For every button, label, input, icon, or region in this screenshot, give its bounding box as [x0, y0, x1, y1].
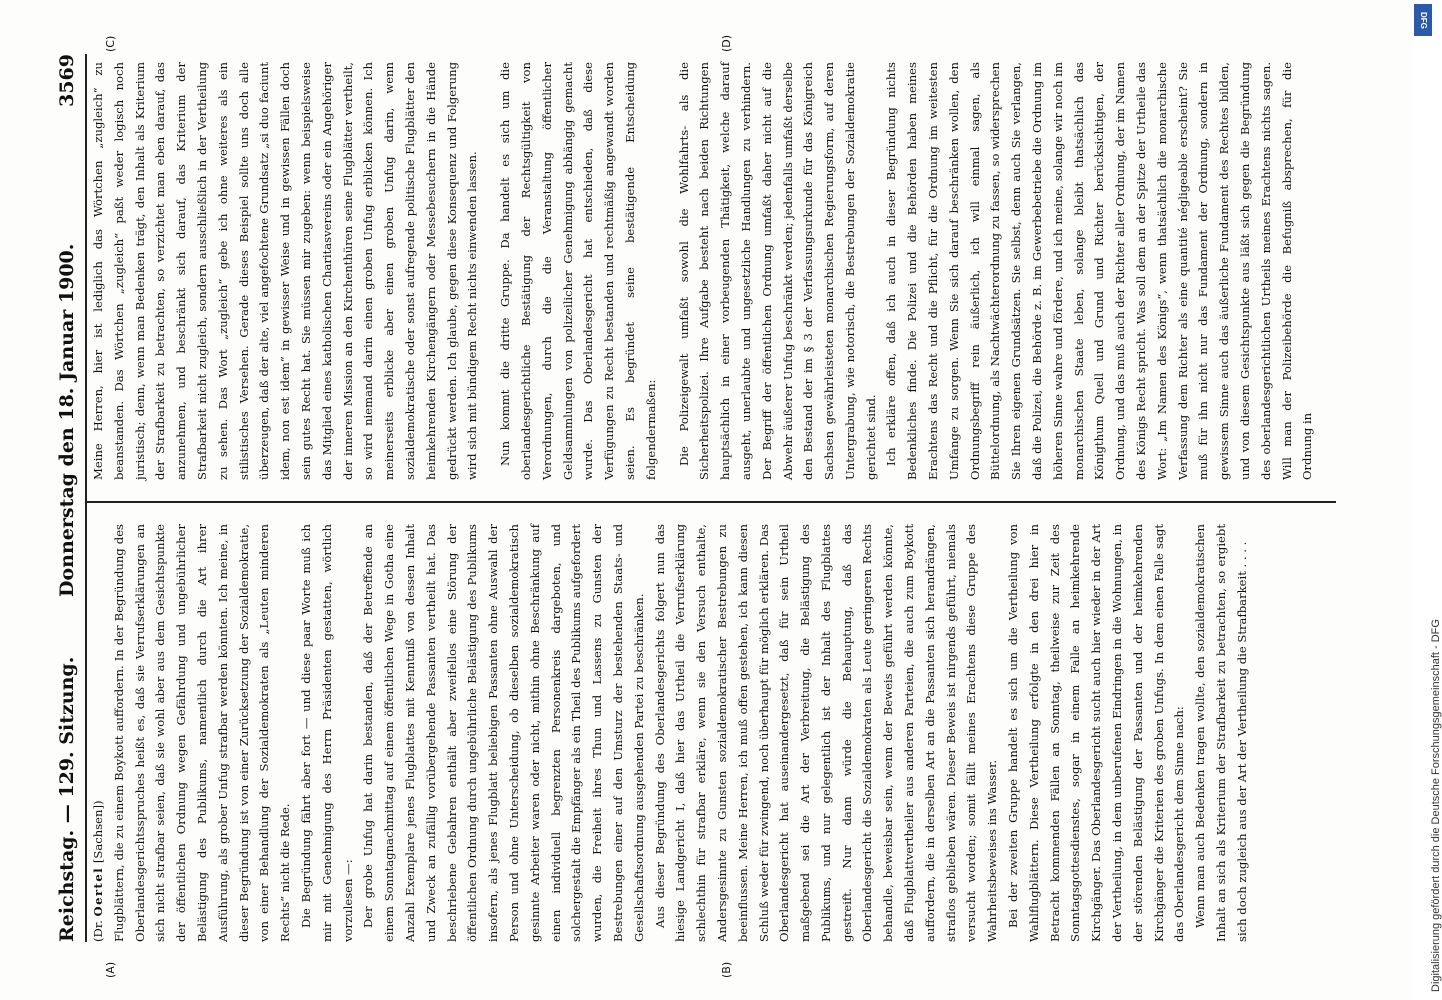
right-column	[88, 62, 1318, 480]
paragraph: Die Begründung fährt aber fort — und diese paar Worte muß ich mir mit Genehmigung des Herrn Präsidenten gestatten, wörtlich vorzulesen —:	[298, 524, 355, 942]
margin-marker-d: (D)	[720, 34, 733, 52]
margin-marker-a: (A)	[104, 961, 117, 978]
paragraph: Meine Herren, hier ist lediglich das Wörtchen „zugleich“ zu beanstanden. Das Wörtchen „zugleich“ paßt weder logisch noch juristisch; denn, wenn man Bedenken trägt, den Inhalt als Kriterium der Strafbarkeit zu betrachten, so verzichtet man eben darauf, das anzunehmen, und beschränkt sich darauf, das Kriterium der Strafbarkeit nicht zugleich, sondern ausschließlich in der Vertheilung zu sehen. Das Wort „zugleich“ gebe ich ohne weiteres als ein stilistisches Versehen. Gerade dieses Beispiel sollte uns doch alle überzeugen, daß der alte, viel angefochtene Grundsatz „si duo faciunt idem, non est idem“ in gewisser Weise und in gewissen Fällen doch sein gutes Recht hat. Sie müssen mir zugeben: wenn beispielsweise das Mitglied eines katholischen Charitasvereins oder ein Angehöriger der inneren Mission an den Kirchenthüren seine Flugblätter vertheilt, so wird niemand darin einen groben Unfug erblicken können. Ich meinerseits erblicke aber einen groben Unfug darin, wenn sozialdemokratische oder sonst aufregende politische Flugblätter den heimkehrenden Kirchengängern oder Messebesuchern in die Hände gedrückt werden. Ich glaube, gegen diese Konsequenz und Folgerung wird sich mit bündigem Recht nichts einwenden lassen.	[91, 62, 480, 480]
speaker-name: Oertel	[91, 866, 105, 917]
header-left: Reichstag. — 129. Sitzung.	[56, 656, 78, 942]
speaker-line	[88, 524, 109, 942]
quote-paragraph: Die Polizeigewalt umfaßt sowohl die Wohlfahrts- als die Sicherheitspolizei. Ihre Aufgabe besteht nach beiden Richtungen hauptsächlich in einer vorbeugenden Thätigkeit, welche darauf ausgeht, unerlaubte und ungesetzliche Handlungen zu verhindern. Der Begriff der öffentlichen Ordnung umfaßt daher nicht auf die Abwehr äußerer Unfug beschränkt werden; jedenfalls umfaßt derselbe den Bestand der im § 3 der Verfassungsurkunde für das Königreich Sachsen gewährleisteten monarchischen Regierungsform, auf deren Untergrabung, wie notorisch, die Bestrebungen der Sozialdemokratie gerichtet sind.	[676, 62, 878, 480]
paragraph: Ich erkläre offen, daß ich auch in dieser Begründung nichts Bedenkliches finde. Die Polizei und die Behörden haben meines Erachtens das Recht und die Pflicht, für die Ordnung im weitesten Umfange zu sorgen. Wenn Sie sich darauf beschränken wollen, den Ordnungsbegriff rein äußerlich, ich will einmal sagen, als Büttelordnung, als Nachtwächterordnung zu fassen, so widersprechen Sie Ihren eigenen Grundsätzen. Sie selbst, denn auch Sie verlangen, daß die Polizei, die Behörde z. B. im Gewerbebetriebe die Ordnung im höheren Sinne wahre und fördere, und ich meine, solange wir noch im monarchischen Staate leben, solange bleibt thatsächlich das Königthum Quell und Grund und Richter berücksichtigen, der Ordnung, und das muß auch der Richter aller Ordnung, der im Namen des Königs Recht spricht. Was soll dem an der Spitze der Urtheile das Wort: „Im Namen des Königs“, wenn thatsächlich die monarchische Verfassung dem Richter als eine quantité négligeable erscheint? Sie muß für ihn nicht nur das Fundament der Ordnung, sondern in gewissem Sinne auch das äußerliche Fundament des Rechtes bilden, und von diesem Gesichtspunkte aus läßt sich gegen die Begründung des oberlandesgerichtlichen Urtheils meines Erachtens nichts sagen. Will man der Polizeibehörde die Befugniß absprechen, für die Ordnung in	[884, 62, 1315, 480]
digitization-sidebar	[1412, 0, 1442, 1000]
quote-paragraph: Wenn man auch Bedenken tragen wollte, den sozialdemokratischen Inhalt an sich als Kriterium der Strafbarkeit zu betrachten, so ergiebt sich doch zugleich aus der Art der Vertheilung die Strafbarkeit . . . .	[1193, 524, 1249, 942]
speaker-prefix: (Dr.	[91, 920, 105, 942]
header-rule	[85, 54, 87, 942]
quote-paragraph: Der grobe Unfug hat darin bestanden, daß der Betreffende an einem Sonntagnachmittag auf einem öffentlichen Wege in Gotha eine Anzahl Exemplare jenes Flugblattes mit Kenntniß von dessen Inhalt und Zweck an zufällig vorübergehende Passanten vertheilt hat. Das beschriebene Gebahren enthält aber zweifellos eine Störung der öffentlichen Ordnung durch ungebührliche Belästigung des Publikums insofern, als jenes Flugblatt beliebigen Passanten ohne Auswahl der Person und ohne Unterscheidung, ob dieselben sozialdemokratisch gesinnte Arbeiter waren oder nicht, mithin ohne Beschränkung auf einen individuell begrenzten Personenkreis dargeboten, und solchergestalt die Empfänger als ein Theil des Publikums aufgefordert wurden, die Freiheit ihres Thun und Lassens zu Gunsten der Bestrebungen einer auf den Umsturz der bestehenden Staats- und Gesellschaftsordnung ausgehenden Partei zu beschränken.	[361, 524, 646, 942]
page-number: 3569	[56, 54, 78, 107]
paragraph: Flugblättern, die zu einem Boykott auffordern. In der Begründung des Oberlandesgerichtsspruches heißt es, daß sie Verrufserklärungen an sich nicht strafbar seien, daß sie wohl aber aus dem Gesichtspunkte der öffentlichen Ordnung wegen Gefährdung und ungebührlicher Belästigung des Publikums, namentlich durch die Art ihrer Ausführung, als grober Unfug strafbar werden könnten. Ich meine, in dieser Begründung ist von einer Zurücksetzung der Sozialdemokratie, von einer Behandlung der Sozialdemokraten als „Leuten minderen Rechts“ nicht die Rede.	[111, 524, 293, 942]
digitization-credit: Digitalisierung gefördert durch die Deutsche Forschungsgemeinschaft - DFG	[1430, 619, 1442, 992]
header-date: Donnerstag den 18. Januar 1900.	[56, 243, 78, 597]
page-header	[52, 54, 86, 942]
paragraph: Bei der zweiten Gruppe handelt es sich um die Vertheilung von Wahlflugblättern. Diese Vertheilung erfolgte in den drei hier in Betracht kommenden Fällen an Sonntag, theilweise zur Zeit des Sonntagsgottesdienstes, sogar in einem Falle an heimkehrende Kirchgänger. Das Oberlandesgericht sucht auch hier wieder in der Art der Vertheilung, in dem unberufenen Eindringen in die Wohnungen, in der störenden Belästigung der Passanten und der heimkehrenden Kirchgänger die Kriterien des groben Unfugs. In dem einen Falle sagt das Oberlandesgericht dem Sinne nach:	[1006, 524, 1187, 942]
left-column	[88, 524, 1253, 942]
dfg-logo: DFG	[1414, 4, 1432, 36]
column-divider	[86, 501, 1336, 503]
paragraph: Nun kommt die dritte Gruppe. Da handelt es sich um die oberlandesgerichtliche Bestätigung der Rechtsgültigkeit von Verordnungen, durch die die Veranstaltung öffentlicher Geldsammlungen von polizeilicher Genehmigung abhängig gemacht wurde. Das Oberlandesgericht hat entschieden, daß diese Verfügungen zu Recht bestanden und rechtmäßig angewandt worden seien. Es begründet seine bestätigende Entscheidung folgendermaßen:	[498, 62, 658, 480]
margin-marker-b: (B)	[720, 961, 733, 978]
speaker-party: [Sachsen])	[91, 800, 105, 864]
paragraph: Aus dieser Begründung des Oberlandesgerichts folgert nun das hiesige Landgericht I, daß hier das Urtheil die Verrufserklärung schlechthin für strafbar erkläre, wenn sie den Versuch enthalte, Andersgesinnte zu Gunsten sozialdemokratischer Bestrebungen zu beeinflussen. Meine Herren, ich muß offen gestehen, ich kann diesen Schluß weder für zwingend, noch überhaupt für möglich erklären. Das Oberlandesgericht hat auseinandergesetzt, daß für sein Urtheil maßgebend sei die Art der Verbreitung, die Belästigung des Publikums, und nur gelegentlich ist der Inhalt des Flugblattes gestreift. Nur dann würde die Behauptung, daß das Oberlandesgericht die Sozialdemokraten als Leute geringeren Rechts behandle, beweisbar sein, wenn der Beweis geführt werden könnte, daß Flugblattvertheiler aus anderen Parteien, die auch zum Boykott auffordern, die in derselben Art an die Passanten sich herandrängen, straflos geblieben wären. Dieser Beweis ist nirgends geführt, niemals versucht worden; somit fällt meines Erachtens diese Gruppe des Wahrheitsbeweises ins Wasser.	[652, 524, 1000, 942]
margin-marker-c: (C)	[104, 35, 117, 52]
